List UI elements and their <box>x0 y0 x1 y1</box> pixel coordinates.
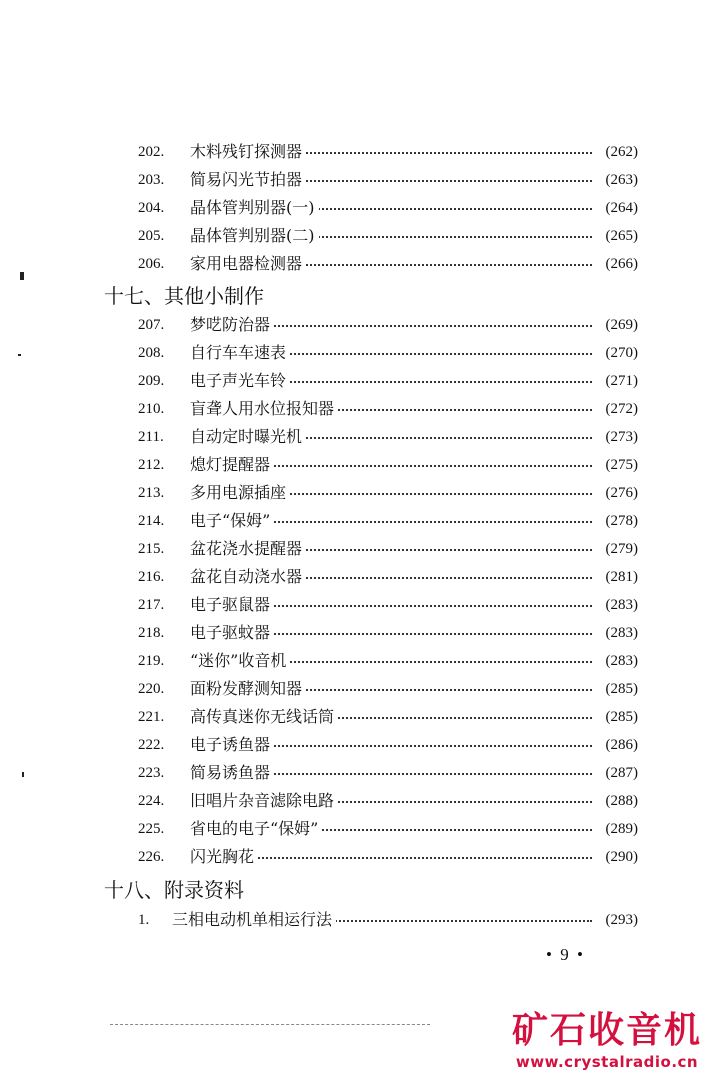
entry-title: 熄灯提醒器 <box>190 451 274 479</box>
toc-entry <box>0 138 710 166</box>
watermark-title: 矿石收音机 <box>511 1010 702 1051</box>
entry-number: 213. <box>138 485 165 501</box>
entry-number: 220. <box>138 681 165 697</box>
entry-number: 209. <box>138 373 165 389</box>
entry-title: 盆花自动浇水器 <box>190 563 306 591</box>
entry-page: (283) <box>605 625 638 641</box>
toc-entry <box>0 843 710 871</box>
entry-number: 212. <box>138 457 165 473</box>
entry-page: (269) <box>605 317 638 333</box>
scan-speck <box>20 272 24 280</box>
entry-number: 222. <box>138 737 165 753</box>
entry-number: 221. <box>138 709 165 725</box>
entry-page: (275) <box>605 457 638 473</box>
entry-title: 三相电动机单相运行法 <box>172 906 336 934</box>
entry-number: 204. <box>138 200 165 216</box>
entry-page: (285) <box>605 681 638 697</box>
entry-title: 面粉发酵测知器 <box>190 675 306 703</box>
entry-page: (287) <box>605 765 638 781</box>
entry-page: (271) <box>605 373 638 389</box>
entry-title: 电子驱蚊器 <box>190 619 274 647</box>
toc-entry <box>0 787 710 815</box>
entry-title: 高传真迷你无线话筒 <box>190 703 338 731</box>
watermark-url: www.crystalradio.cn <box>515 1053 699 1071</box>
scan-line <box>110 1024 430 1025</box>
toc-entry <box>0 423 710 451</box>
toc-entry <box>0 647 710 675</box>
entry-title: 晶体管判别器(一) <box>190 194 319 222</box>
toc-entry <box>0 166 710 194</box>
entry-page: (289) <box>605 821 638 837</box>
entry-number: 215. <box>138 541 165 557</box>
entry-page: (265) <box>605 228 638 244</box>
toc-entry <box>0 311 710 339</box>
entry-title: 晶体管判别器(二) <box>190 222 319 250</box>
entry-title: 简易诱鱼器 <box>190 759 274 787</box>
entry-page: (285) <box>605 709 638 725</box>
entry-title: 梦呓防治器 <box>190 311 274 339</box>
toc-entry <box>0 906 710 934</box>
toc-entry <box>0 507 710 535</box>
entry-page: (266) <box>605 256 638 272</box>
entry-title: 电子驱鼠器 <box>190 591 274 619</box>
entry-title: 盆花浇水提醒器 <box>190 535 306 563</box>
toc-entry <box>0 619 710 647</box>
entry-page: (290) <box>605 849 638 865</box>
entry-page: (288) <box>605 793 638 809</box>
toc-entry <box>0 250 710 278</box>
page-number: • 9 • <box>546 945 585 964</box>
entry-number: 206. <box>138 256 165 272</box>
toc-entry <box>0 675 710 703</box>
entry-title: 旧唱片杂音滤除电路 <box>190 787 338 815</box>
toc-entry <box>0 703 710 731</box>
toc-entry <box>0 535 710 563</box>
entry-number: 203. <box>138 172 165 188</box>
toc-entry <box>0 563 710 591</box>
entry-page: (270) <box>605 345 638 361</box>
entry-page: (273) <box>605 429 638 445</box>
entry-number: 1. <box>138 912 150 928</box>
section-heading: 十七、其他小制作 <box>104 284 264 308</box>
entry-page: (293) <box>605 912 638 928</box>
entry-number: 207. <box>138 317 165 333</box>
entry-title: 多用电源插座 <box>190 479 290 507</box>
entry-number: 219. <box>138 653 165 669</box>
entry-page: (263) <box>605 172 638 188</box>
toc-entry <box>0 451 710 479</box>
toc-entry <box>0 395 710 423</box>
toc-entry <box>0 339 710 367</box>
entry-page: (264) <box>605 200 638 216</box>
entry-number: 225. <box>138 821 165 837</box>
entry-page: (286) <box>605 737 638 753</box>
toc-entry <box>0 591 710 619</box>
toc-entry <box>0 194 710 222</box>
entry-number: 223. <box>138 765 165 781</box>
entry-number: 226. <box>138 849 165 865</box>
toc-entry <box>0 815 710 843</box>
entry-number: 205. <box>138 228 165 244</box>
entry-title: 电子诱鱼器 <box>190 731 274 759</box>
entry-title: 简易闪光节拍器 <box>190 166 306 194</box>
entry-title: 电子“保姆” <box>190 507 274 535</box>
toc-entry <box>0 222 710 250</box>
entry-number: 217. <box>138 597 165 613</box>
entry-title: 电子声光车铃 <box>190 367 290 395</box>
entry-title: 盲聋人用水位报知器 <box>190 395 338 423</box>
entry-page: (272) <box>605 401 638 417</box>
toc-entry <box>0 731 710 759</box>
entry-page: (279) <box>605 541 638 557</box>
entry-number: 210. <box>138 401 165 417</box>
entry-page: (276) <box>605 485 638 501</box>
entry-page: (283) <box>605 653 638 669</box>
entry-title: 闪光胸花 <box>190 843 258 871</box>
scan-speck <box>18 354 21 356</box>
entry-number: 218. <box>138 625 165 641</box>
entry-title: 自动定时曝光机 <box>190 423 306 451</box>
entry-page: (278) <box>605 513 638 529</box>
toc-entry <box>0 759 710 787</box>
entry-number: 211. <box>138 429 164 445</box>
entry-title: 省电的电子“保姆” <box>190 815 322 843</box>
entry-title: 家用电器检测器 <box>190 250 306 278</box>
entry-number: 214. <box>138 513 165 529</box>
toc-entry <box>0 479 710 507</box>
entry-number: 216. <box>138 569 165 585</box>
entry-number: 224. <box>138 793 165 809</box>
scan-speck <box>22 772 24 777</box>
entry-title: 木料残钉探测器 <box>190 138 306 166</box>
section-heading: 十八、附录资料 <box>104 878 244 902</box>
entry-page: (262) <box>605 144 638 160</box>
watermark-logo <box>512 1010 702 1072</box>
entry-page: (281) <box>605 569 638 585</box>
entry-number: 208. <box>138 345 165 361</box>
entry-title: 自行车车速表 <box>190 339 290 367</box>
toc-entry <box>0 367 710 395</box>
entry-page: (283) <box>605 597 638 613</box>
entry-number: 202. <box>138 144 165 160</box>
entry-title: “迷你”收音机 <box>190 647 290 675</box>
